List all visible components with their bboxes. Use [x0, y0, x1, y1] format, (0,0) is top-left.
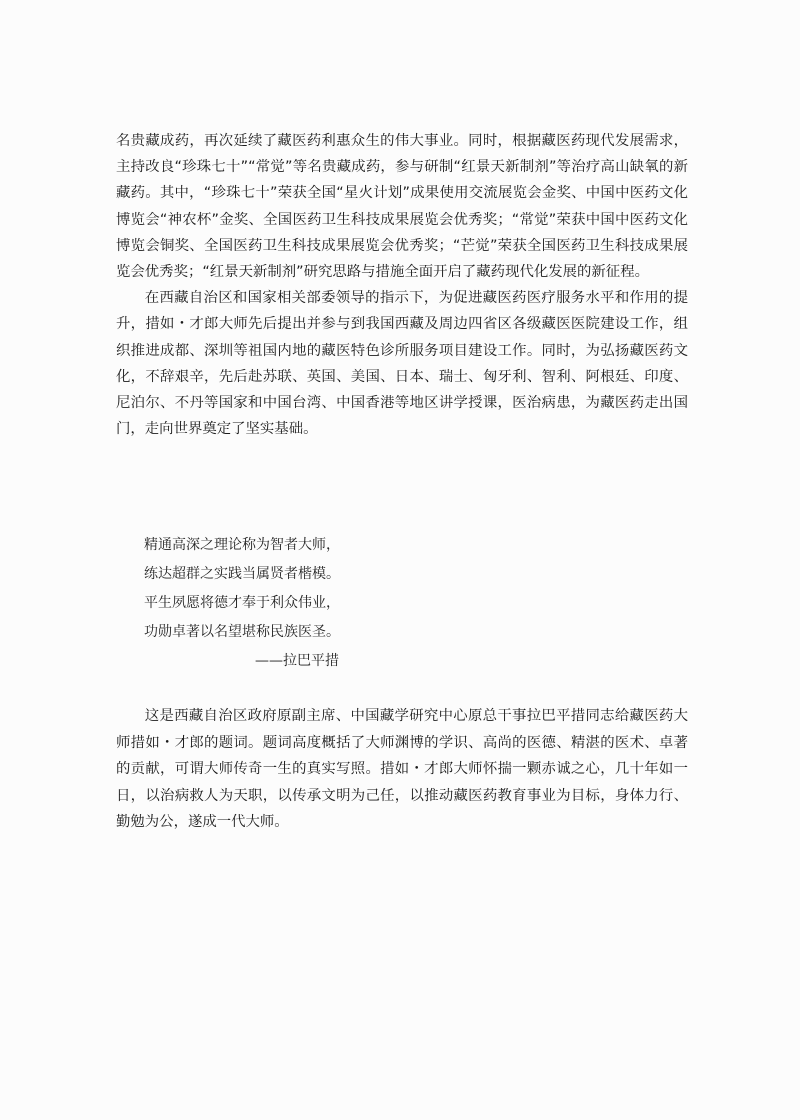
body-text-top: [116, 128, 688, 442]
paragraph-promotion: 在西藏自治区和国家相关部委领导的指示下，为促进藏医药医疗服务水平和作用的提升，措如・才郎大师先后提出并参与到我国西藏及周边四省区各级藏医医院建设工作，组织推进成都、深圳等祖国内地的藏医特色诊所服务项目建设工作。同时，为弘扬藏医药文化，不辞艰辛，先后赴苏联、英国、美国、日本、瑞士、匈牙利、智利、阿根廷、印度、尼泊尔、不丹等国家和中国台湾、中国香港等地区讲学授课，医治病患，为藏医药走出国门，走向世界奠定了坚实基础。: [116, 290, 688, 438]
inscription-poem: [144, 531, 564, 676]
body-text-bottom: [116, 703, 688, 836]
poem-line-3: 平生夙愿将德才奉于利众伟业，: [144, 595, 340, 611]
paragraph-inscription-context: 这是西藏自治区政府原副主席、中国藏学研究中心原总干事拉巴平措同志给藏医药大师措如・才郎的题词。题词高度概括了大师渊博的学识、高尚的医德、精湛的医术、卓著的贡献，可谓大师传奇一生的真实写照。措如・才郎大师怀揣一颗赤诚之心，几十年如一日，以治病救人为天职，以传承文明为己任，以推动藏医药教育事业为目标，身体力行、勤勉为公，遂成一代大师。: [116, 708, 688, 830]
poem-line-2: 练达超群之实践当属贤者楷模。: [144, 566, 340, 582]
paragraph-continuation: 名贵藏成药，再次延续了藏医药利惠众生的伟大事业。同时，根据藏医药现代发展需求，主持改良“珍珠七十”“常觉”等名贵藏成药，参与研制“红景天新制剂”等治疗高山缺氧的新藏药。其中，“珍珠七十”荣获全国“星火计划”成果使用交流展览会金奖、中国中医药文化博览会“神农杯”金奖、全国医药卫生科技成果展览会优秀奖；“常觉”荣获中国中医药文化博览会铜奖、全国医药卫生科技成果展览会优秀奖；“芒觉”荣获全国医药卫生科技成果展览会优秀奖；“红景天新制剂”研究思路与措施全面开启了藏药现代化发展的新征程。: [116, 133, 688, 281]
poem-line-1: 精通高深之理论称为智者大师，: [144, 537, 340, 553]
poem-line-4: 功勋卓著以名望堪称民族医圣。: [144, 624, 340, 640]
poem-attribution: ——拉巴平措: [255, 653, 339, 669]
